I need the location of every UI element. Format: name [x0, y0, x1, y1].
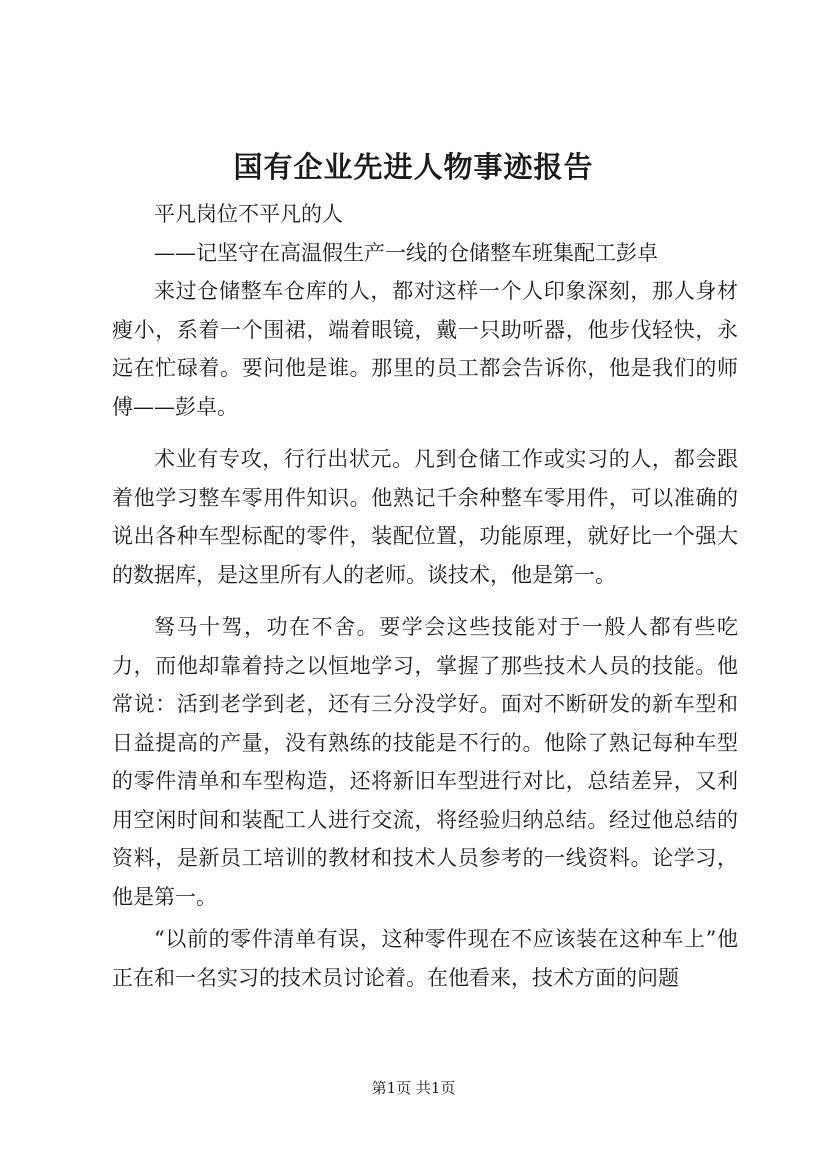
document-title: 国有企业先进人物事迹报告: [233, 150, 594, 184]
document-body: [112, 195, 738, 997]
paragraph: 驽马十驾，功在不舍。要学会这些技能对于一般人都有些吃力，而他却靠着持之以恒地学习，掌握了那些技术人员的技能。他常说：活到老学到老，还有三分没学好。面对不断研发的新车型和日益提高的产量，没有熟练的技能是不行的。他除了熟记每种车型的零件清单和车型构造，还将新旧车型进行对比，总结差异，又利用空闲时间和装配工人进行交流，将经验归纳总结。经过他总结的资料，是新员工培训的教材和技术人员参考的一线资料。论学习，他是第一。: [112, 615, 738, 909]
paragraph: 术业有专攻，行行出状元。凡到仓储工作或实习的人，都会跟着他学习整车零用件知识。他熟记千余种整车零用件，可以准确的说出各种车型标配的零件，装配位置，功能原理，就好比一个强大的数据库，是这里所有人的老师。谈技术，他是第一。: [112, 447, 738, 587]
paragraph: “以前的零件清单有误，这种零件现在不应该装在这种车上”他正在和一名实习的技术员讨论着。在他看来，技术方面的问题: [112, 927, 738, 990]
document-subtitle: 平凡岗位不平凡的人: [154, 202, 343, 226]
paragraph: 来过仓储整车仓库的人，都对这样一个人印象深刻，那人身材瘦小，系着一个围裙，端着眼镜，戴一只助听器，他步伐轻快，永远在忙碌着。要问他是谁。那里的员工都会告诉你，他是我们的师傅——彭卓。: [112, 279, 738, 419]
document-subtitle-byline: ——记坚守在高温假生产一线的仓储整车班集配工彭卓: [154, 240, 658, 265]
page-footer: 第1页 共1页: [371, 1079, 456, 1097]
